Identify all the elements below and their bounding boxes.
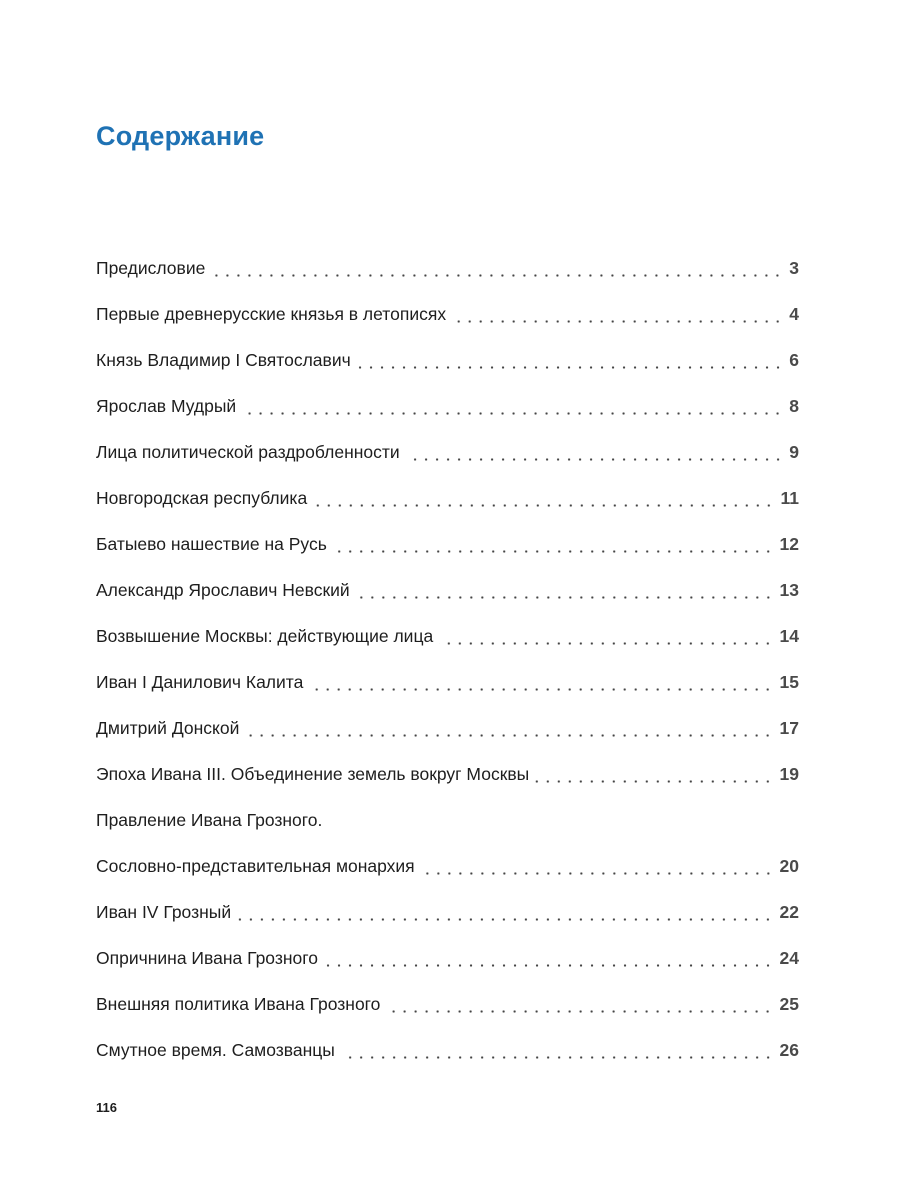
page-title: Содержание (96, 121, 265, 152)
toc-entry-page: 26 (779, 1040, 799, 1061)
toc-entry-title: Батыево нашествие на Русь (96, 534, 327, 555)
toc-entry-page: 24 (779, 948, 799, 969)
toc-entry[interactable] (96, 660, 799, 706)
dot-leader (535, 780, 773, 783)
dot-leader (333, 550, 774, 553)
toc-entry-page: 4 (789, 304, 799, 325)
toc-entry[interactable] (96, 292, 799, 338)
toc-entry[interactable] (96, 476, 799, 522)
dot-leader (357, 366, 784, 369)
toc-entry-title: Князь Владимир I Святославич (96, 350, 351, 371)
dot-leader (386, 1010, 773, 1013)
toc-entry[interactable] (96, 982, 799, 1028)
toc-entry-title: Александр Ярославич Невский (96, 580, 350, 601)
toc-entry-title: Правление Ивана Грозного. (96, 810, 323, 831)
toc-entry-page: 15 (779, 672, 799, 693)
toc-entry-title: Иван IV Грозный (96, 902, 232, 923)
toc-entry[interactable] (96, 246, 799, 292)
toc-entry[interactable] (96, 568, 799, 614)
toc-entry-page: 3 (789, 258, 799, 279)
dot-leader (237, 918, 773, 921)
toc-entry-page: 12 (779, 534, 799, 555)
page-number: 116 (96, 1100, 117, 1115)
toc-entry-page: 14 (779, 626, 799, 647)
dot-leader (313, 504, 774, 507)
dot-leader (211, 274, 783, 277)
toc-entry-title: Возвышение Москвы: действующие лица (96, 626, 434, 647)
dot-leader (406, 458, 784, 461)
toc-entry[interactable] (96, 522, 799, 568)
toc-section-heading (96, 798, 799, 844)
toc-entry-page: 22 (779, 902, 799, 923)
toc-entry-title: Новгородская республика (96, 488, 308, 509)
toc-entry-title: Предисловие (96, 258, 206, 279)
toc-entry-title: Иван I Данилович Калита (96, 672, 304, 693)
toc-entry-page: 19 (779, 764, 799, 785)
toc-entry-title: Ярослав Мудрый (96, 396, 237, 417)
dot-leader (439, 642, 773, 645)
toc-entry-page: 6 (789, 350, 799, 371)
dot-leader (452, 320, 783, 323)
toc-entry-title: Опричнина Ивана Грозного (96, 948, 318, 969)
toc-entry-page: 13 (779, 580, 799, 601)
dot-leader (245, 734, 773, 737)
toc-entry-page: 9 (789, 442, 799, 463)
toc-entry-title: Лица политической раздробленности (96, 442, 400, 463)
toc-entry[interactable] (96, 890, 799, 936)
dot-leader (356, 596, 774, 599)
dot-leader (242, 412, 783, 415)
toc-entry-title: Дмитрий Донской (96, 718, 240, 739)
dot-leader (324, 964, 774, 967)
dot-leader (309, 688, 773, 691)
toc-entry[interactable] (96, 614, 799, 660)
toc-entry-title: Смутное время. Самозванцы (96, 1040, 335, 1061)
toc-entry[interactable] (96, 844, 799, 890)
toc-entry[interactable] (96, 1028, 799, 1074)
toc-entry-title: Внешняя политика Ивана Грозного (96, 994, 381, 1015)
toc-entry[interactable] (96, 338, 799, 384)
dot-leader (421, 872, 774, 875)
toc-entry-title: Первые древнерусские князья в летописях (96, 304, 447, 325)
toc-entry-page: 25 (779, 994, 799, 1015)
dot-leader (341, 1056, 774, 1059)
toc-entry-title: Эпоха Ивана III. Объединение земель вокруг Москвы (96, 764, 530, 785)
toc-entry[interactable] (96, 384, 799, 430)
toc-entry[interactable] (96, 752, 799, 798)
toc-entry-page: 8 (789, 396, 799, 417)
toc-entry[interactable] (96, 706, 799, 752)
toc-entry-title: Сословно-представительная монархия (96, 856, 415, 877)
toc-entry-page: 11 (780, 488, 799, 509)
toc-entry[interactable] (96, 430, 799, 476)
toc-entry[interactable] (96, 936, 799, 982)
toc-entry-page: 17 (779, 718, 799, 739)
table-of-contents (96, 246, 799, 1074)
toc-entry-page: 20 (779, 856, 799, 877)
